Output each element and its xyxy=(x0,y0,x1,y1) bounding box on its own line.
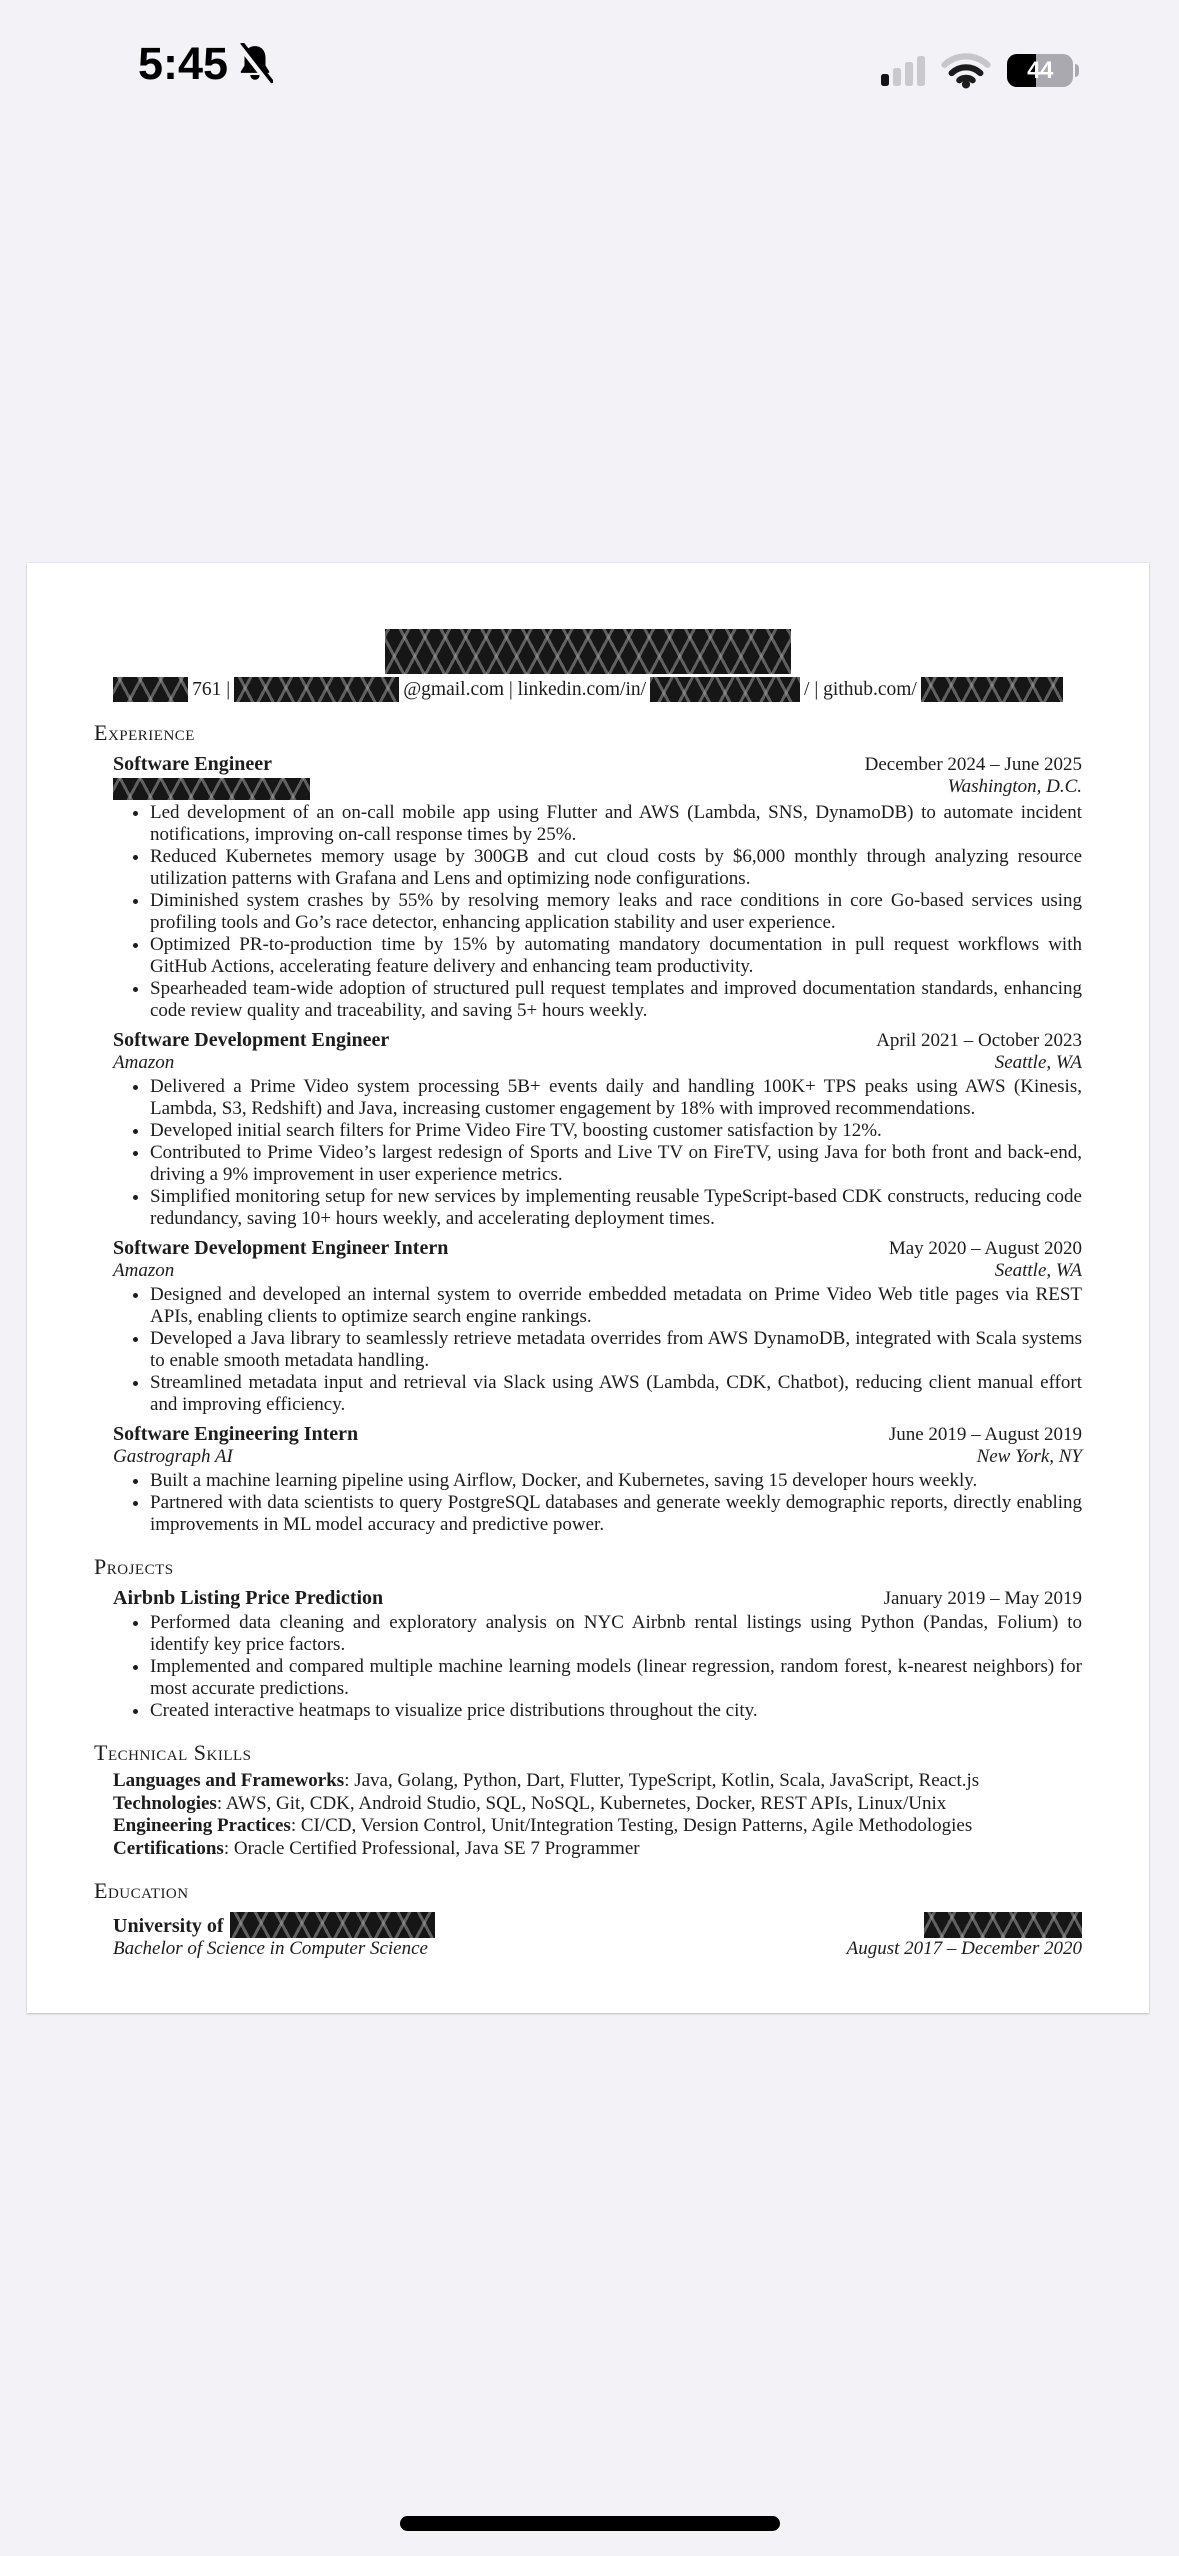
redacted-school-block xyxy=(230,1912,435,1938)
notifications-silenced-icon xyxy=(237,43,273,85)
education-degree: Bachelor of Science in Computer Science xyxy=(113,1938,428,1959)
bullet-item: • Delivered a Prime Video system processing 5B+ events daily and handling 100K+ TPS peaks using AWS (Kinesis, Lambda, S3, Redshift) and Java, increasing customer engagement by 18% with improved recommendations. xyxy=(150,1076,1082,1120)
job-dates: April 2021 – October 2023 xyxy=(876,1030,1082,1051)
home-indicator[interactable] xyxy=(400,2516,780,2531)
redacted-name-block xyxy=(385,629,791,674)
skill-label: Certifications xyxy=(113,1837,224,1859)
bullet-item: • Diminished system crashes by 55% by resolving memory leaks and race conditions in core Go-based services using profiling tools and Go’s race detector, enhancing application stability and user experience. xyxy=(150,890,1082,934)
redacted-company-block xyxy=(113,778,310,800)
skill-values: : CI/CD, Version Control, Unit/Integration Testing, Design Patterns, Agile Methodologies xyxy=(290,1815,973,1836)
school-prefix: University of xyxy=(113,1915,224,1937)
battery-percent: 44 xyxy=(1027,56,1053,84)
skill-label: Languages and Frameworks xyxy=(113,1770,345,1791)
job-bullet-list xyxy=(113,1470,1082,1536)
bullet-item: • Built a machine learning pipeline using Airflow, Docker, and Kubernetes, saving 15 developer hours weekly. xyxy=(150,1470,1082,1492)
skill-label: Technologies xyxy=(113,1792,217,1814)
redacted-location-block xyxy=(924,1912,1082,1938)
job-dates: May 2020 – August 2020 xyxy=(888,1238,1082,1259)
job-company: Amazon xyxy=(113,1260,175,1281)
skills-block xyxy=(113,1770,1082,1860)
wifi-icon xyxy=(940,52,992,89)
job-location: Seattle, WA xyxy=(994,1260,1082,1281)
resume-document-page[interactable] xyxy=(27,563,1149,2013)
bullet-item: • Reduced Kubernetes memory usage by 300GB and cut cloud costs by $6,000 monthly through analyzing resource utilization patterns with Grafana and Lens and optimizing node configurations. xyxy=(150,846,1082,890)
redacted-linkedin-block xyxy=(650,677,800,702)
skills-row xyxy=(113,1815,1082,1838)
job-dates: June 2019 – August 2019 xyxy=(888,1424,1082,1445)
job-title: Software Development Engineer Intern xyxy=(113,1237,449,1259)
skill-values: : Oracle Certified Professional, Java SE 7 Programmer xyxy=(223,1837,640,1859)
bullet-item: • Led development of an on-call mobile app using Flutter and AWS (Lambda, SNS, DynamoDB) to automate incident notifications, improving on-call response times by 25%. xyxy=(150,802,1082,846)
job-entry xyxy=(113,1237,1082,1416)
bullet-item: • Designed and developed an internal system to override embedded metadata on Prime Video Web title pages via REST APIs, enabling clients to optimize search engine rankings. xyxy=(150,1284,1082,1328)
battery-cap xyxy=(1075,64,1079,77)
bullet-item: • Created interactive heatmaps to visualize price distributions throughout the city. xyxy=(150,1700,1082,1722)
job-dates: December 2024 – June 2025 xyxy=(864,754,1082,775)
job-location: Washington, D.C. xyxy=(947,776,1082,797)
bullet-item: • Spearheaded team-wide adoption of structured pull request templates and improved documentation standards, enhancing code review quality and traceability, and saving 5+ hours weekly. xyxy=(150,978,1082,1022)
project-bullet-list xyxy=(113,1612,1082,1722)
bullet-item: • Partnered with data scientists to query PostgreSQL databases and generate weekly demographic reports, directly enabling improvements in ML model accuracy and predictive power. xyxy=(150,1492,1082,1536)
project-dates: January 2019 – May 2019 xyxy=(883,1588,1082,1609)
skills-row xyxy=(113,1793,1082,1816)
contact-github-link[interactable]: / | github.com/ xyxy=(804,678,917,700)
section-heading-experience: Experience xyxy=(94,720,195,745)
bullet-item: • Developed initial search filters for Prime Video Fire TV, boosting customer satisfaction by 12%. xyxy=(150,1120,1082,1142)
job-entry xyxy=(113,1423,1082,1536)
job-bullet-list xyxy=(113,802,1082,1022)
job-title: Software Engineer xyxy=(113,753,273,775)
skills-row xyxy=(113,1770,1082,1793)
bullet-item: • Simplified monitoring setup for new services by implementing reusable TypeScript-based CDK constructs, reducing code redundancy, saving 10+ hours weekly, and accelerating deployment times. xyxy=(150,1186,1082,1230)
status-bar-left xyxy=(138,38,273,90)
job-company: Gastrograph AI xyxy=(113,1446,233,1467)
contact-line xyxy=(94,677,1082,702)
job-entry xyxy=(113,1029,1082,1230)
redacted-email-block xyxy=(234,677,399,702)
status-bar-right xyxy=(881,52,1079,89)
contact-phone-suffix: 761 | xyxy=(192,678,231,700)
job-location: Seattle, WA xyxy=(994,1052,1082,1073)
bullet-item: • Streamlined metadata input and retrieval via Slack using AWS (Lambda, CDK, Chatbot), reducing client manual effort and improving efficiency. xyxy=(150,1372,1082,1416)
bullet-item: • Optimized PR-to-production time by 15% by automating mandatory documentation in pull request workflows with GitHub Actions, accelerating feature delivery and enhancing team productivity. xyxy=(150,934,1082,978)
cellular-signal-icon xyxy=(881,56,925,86)
bullet-item: • Implemented and compared multiple machine learning models (linear regression, random forest, k-nearest neighbors) for most accurate predictions. xyxy=(150,1656,1082,1700)
skill-values: : Java, Golang, Python, Dart, Flutter, TypeScript, Kotlin, Scala, JavaScript, React.js xyxy=(344,1770,980,1791)
section-heading-projects: Projects xyxy=(94,1554,174,1579)
project-title: Airbnb Listing Price Prediction xyxy=(113,1587,384,1609)
job-company: Amazon xyxy=(113,1052,175,1073)
education-school xyxy=(113,1912,435,1938)
battery-indicator xyxy=(1007,54,1079,87)
redacted-phone-block xyxy=(113,677,188,702)
bullet-item: • Performed data cleaning and exploratory analysis on NYC Airbnb rental listings using Python (Pandas, Folium) to identify key price factors. xyxy=(150,1612,1082,1656)
job-title: Software Engineering Intern xyxy=(113,1423,359,1445)
bullet-item: • Contributed to Prime Video’s largest redesign of Sports and Live TV on FireTV, using Java for both front and back-end, driving a 9% improvement in user experience metrics. xyxy=(150,1142,1082,1186)
contact-email-linkedin-link[interactable]: @gmail.com | linkedin.com/in/ xyxy=(403,678,647,700)
redacted-github-block xyxy=(921,677,1063,702)
education-dates: August 2017 – December 2020 xyxy=(846,1938,1082,1959)
job-title: Software Development Engineer xyxy=(113,1029,390,1051)
job-bullet-list xyxy=(113,1284,1082,1416)
education-entry xyxy=(113,1912,1082,1960)
job-location: New York, NY xyxy=(976,1446,1082,1467)
clock-time: 5:45 xyxy=(138,38,229,89)
project-entry xyxy=(113,1587,1082,1722)
bullet-item: • Developed a Java library to seamlessly retrieve metadata overrides from AWS DynamoDB, integrated with Scala systems to enable smooth metadata handling. xyxy=(150,1328,1082,1372)
section-heading-skills: Technical Skills xyxy=(94,1740,252,1765)
skill-values: : AWS, Git, CDK, Android Studio, SQL, NoSQL, Kubernetes, Docker, REST APIs, Linux/Unix xyxy=(216,1792,947,1814)
section-heading-education: Education xyxy=(94,1878,189,1903)
skills-row xyxy=(113,1838,1082,1861)
battery-body xyxy=(1007,54,1073,87)
job-bullet-list xyxy=(113,1076,1082,1230)
skill-label: Engineering Practices xyxy=(113,1815,291,1836)
job-entry xyxy=(113,753,1082,1022)
